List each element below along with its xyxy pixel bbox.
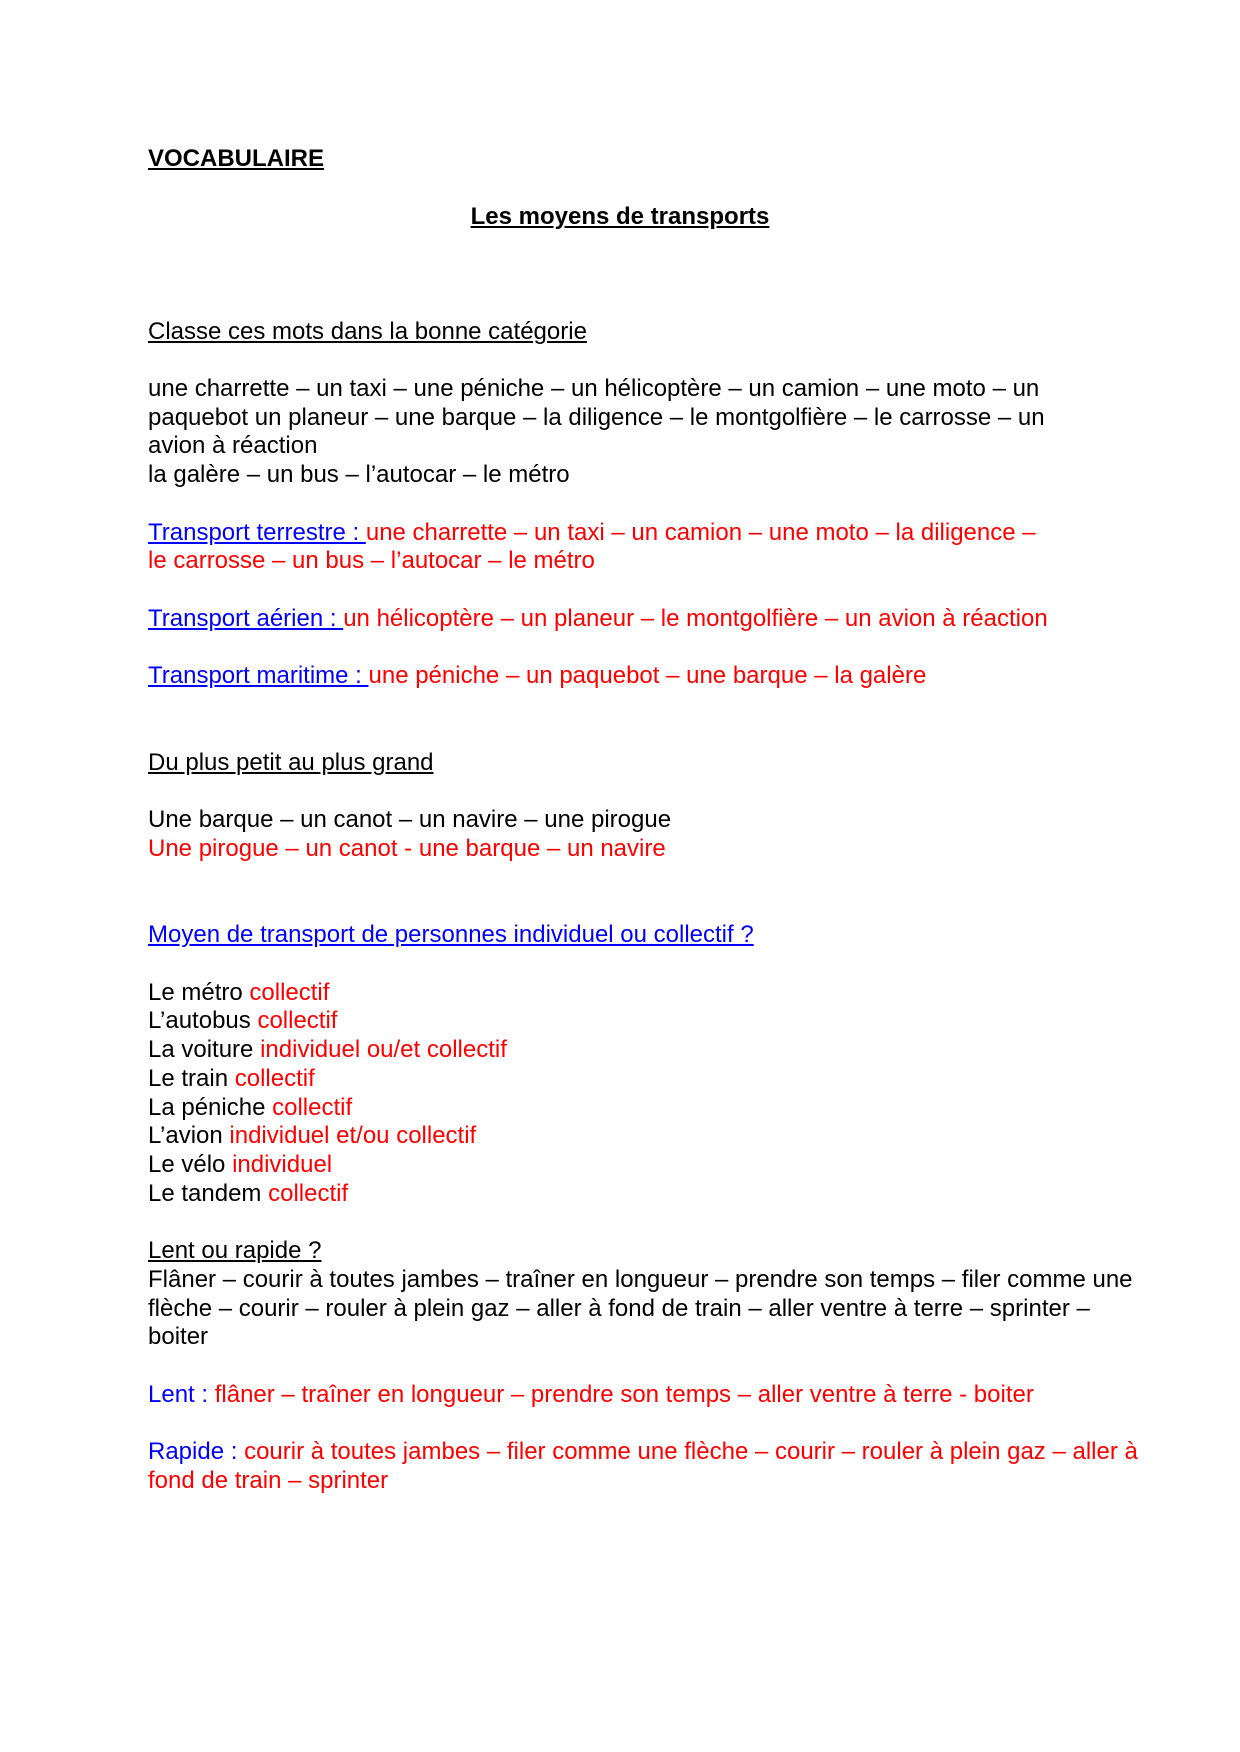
exercise1-instruction: Classe ces mots dans la bonne catégorie — [148, 318, 587, 345]
terrestre-label: Transport terrestre : — [148, 519, 366, 546]
item-answer: collectif — [249, 979, 330, 1006]
exercise4-words-line3: boiter — [148, 1323, 209, 1350]
item-word: L’autobus — [148, 1007, 258, 1034]
list-item — [148, 1179, 348, 1208]
item-answer: collectif — [257, 1007, 338, 1034]
aerien-label: Transport aérien : — [148, 605, 344, 632]
item-word: Le tandem — [148, 1180, 269, 1207]
exercise1-words-line4: la galère – un bus – l’autocar – le métro — [148, 461, 570, 488]
list-item — [148, 1093, 352, 1122]
exercise2-answer: Une pirogue – un canot - une barque – un navire — [148, 835, 666, 862]
list-item — [148, 1035, 507, 1064]
list-item — [148, 978, 329, 1007]
maritime-label: Transport maritime : — [148, 662, 369, 689]
lent-row — [148, 1380, 1034, 1409]
exercise4-instruction: Lent ou rapide ? — [148, 1237, 322, 1264]
exercise1-words-line3: avion à réaction — [148, 432, 318, 459]
item-answer: collectif — [272, 1094, 353, 1121]
exercise2-instruction: Du plus petit au plus grand — [148, 749, 434, 776]
exercise3-instruction: Moyen de transport de personnes individuel ou collectif ? — [148, 921, 754, 948]
rapide-label: Rapide : — [148, 1438, 245, 1465]
item-answer: collectif — [268, 1180, 349, 1207]
rapide-answer-line1: courir à toutes jambes – filer comme une flèche – courir – rouler à plein gaz – aller à — [244, 1438, 1138, 1465]
exercise2-words: Une barque – un canot – un navire – une pirogue — [148, 806, 672, 833]
exercise4-words-line1: Flâner – courir à toutes jambes – traîner en longueur – prendre son temps – filer comme une — [148, 1266, 1133, 1293]
subject-heading: VOCABULAIRE — [148, 145, 325, 172]
item-word: L’avion — [148, 1122, 230, 1149]
page-title — [0, 202, 1240, 231]
aerien-answer: un hélicoptère – un planeur – le montgolfière – un avion à réaction — [343, 605, 1048, 632]
terrestre-answer-line2: le carrosse – un bus – l’autocar – le métro — [148, 547, 595, 574]
exercise1-words-line1: une charrette – un taxi – une péniche – un hélicoptère – un camion – une moto – un — [148, 375, 1040, 402]
page-title-text: Les moyens de transports — [470, 203, 770, 230]
item-word: La péniche — [148, 1094, 273, 1121]
terrestre-answer-line1: une charrette – un taxi – un camion – une moto – la diligence – — [365, 519, 1036, 546]
aerien-row — [148, 604, 1048, 633]
terrestre-row — [148, 518, 1036, 547]
item-answer: individuel et/ou collectif — [229, 1122, 477, 1149]
item-answer: individuel — [232, 1151, 333, 1178]
item-word: Le métro — [148, 979, 250, 1006]
maritime-row — [148, 661, 926, 690]
item-word: Le vélo — [148, 1151, 233, 1178]
list-item — [148, 1064, 315, 1093]
item-word: La voiture — [148, 1036, 261, 1063]
item-answer: collectif — [234, 1065, 315, 1092]
rapide-answer-line2: fond de train – sprinter — [148, 1467, 389, 1494]
item-answer: individuel ou/et collectif — [260, 1036, 507, 1063]
lent-answer: flâner – traîner en longueur – prendre son temps – aller ventre à terre - boiter — [214, 1381, 1034, 1408]
list-item — [148, 1150, 332, 1179]
exercise4-words-line2: flèche – courir – rouler à plein gaz – aller à fond de train – aller ventre à terre – sprinter – — [148, 1295, 1090, 1322]
maritime-answer: une péniche – un paquebot – une barque – la galère — [368, 662, 927, 689]
item-word: Le train — [148, 1065, 235, 1092]
list-item — [148, 1121, 476, 1150]
list-item — [148, 1006, 337, 1035]
rapide-row — [148, 1437, 1138, 1466]
lent-label: Lent : — [148, 1381, 215, 1408]
exercise1-words-line2: paquebot un planeur – une barque – la diligence – le montgolfière – le carrosse – un — [148, 404, 1045, 431]
